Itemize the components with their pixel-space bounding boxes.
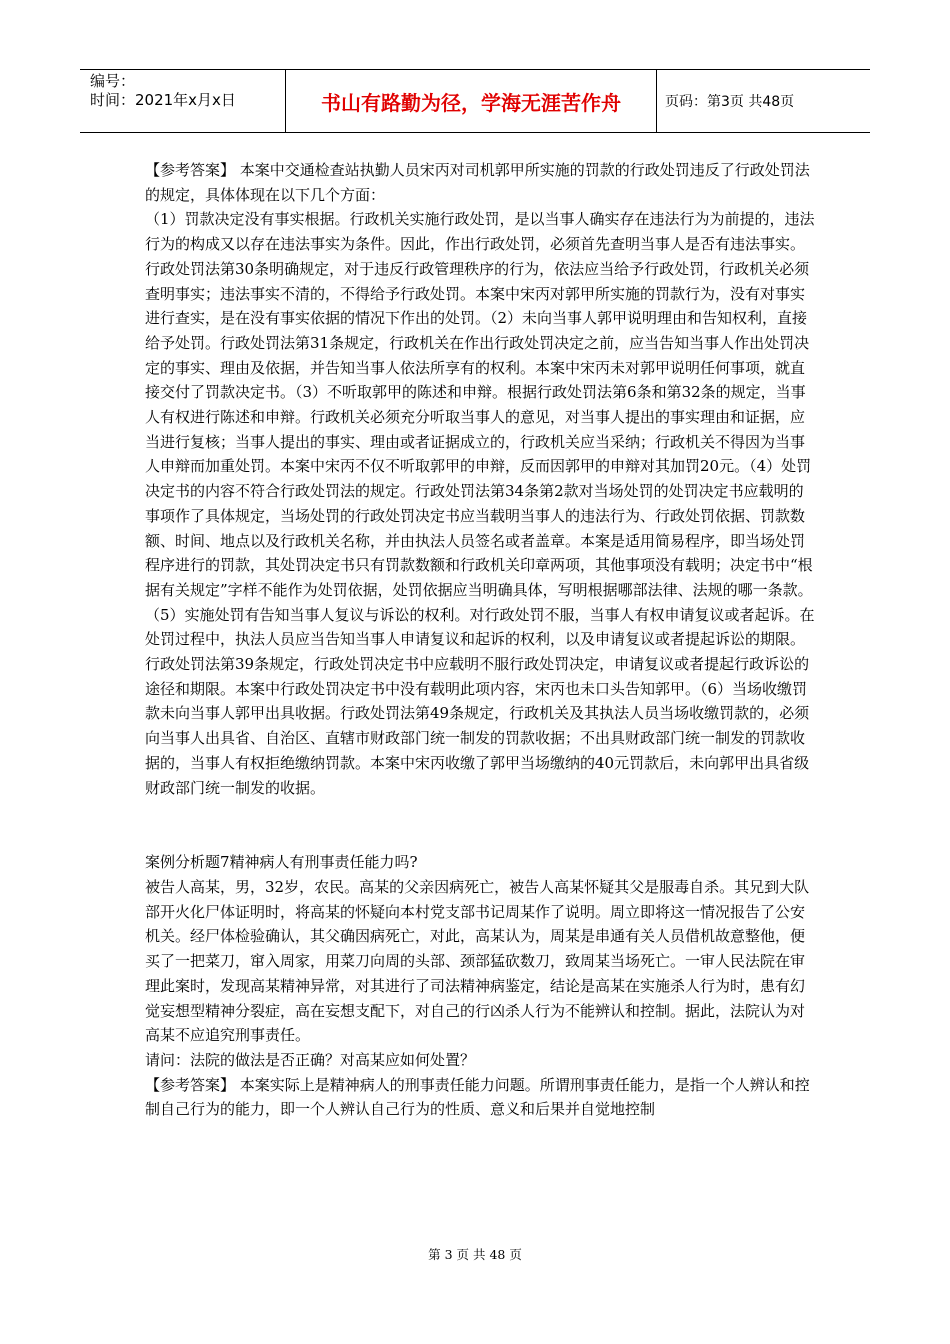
section-gap: [145, 800, 815, 850]
answer-body: （1）罚款决定没有事实根据。行政机关实施行政处罚，是以当事人确实存在违法行为为前提的，违法行为的构成又以存在违法事实为条件。因此，作出行政处罚，必须首先查明当事人是否有违法事实。行政处罚法第30条明确规定，对于违反行政管理秩序的行为，依法应当给予行政处罚，行政机关必须查明事实；违法事实不清的，不得给予行政处罚。本案中宋丙对郭甲所实施的罚款行为，没有对事实进行查实，是在没有事实依据的情况下作出的处罚。（2）未向当事人郭甲说明理由和告知权利，直接给予处罚。行政处罚法第31条规定，行政机关在作出行政处罚决定之前，应当告知当事人作出处罚决定的事实、理由及依据，并告知当事人依法所享有的权利。本案中宋丙未对郭甲说明任何事项，就直接交付了罚款决定书。（3）不听取郭甲的陈述和申辩。根据行政处罚法第6条和第32条的规定，当事人有权进行陈述和申辩。行政机关必须充分听取当事人的意见，对当事人提出的事实理由和证据，应当进行复核；当事人提出的事实、理由或者证据成立的，行政机关应当采纳；行政机关不得因为当事人申辩而加重处罚。本案中宋丙不仅不听取郭甲的申辩，反而因郭甲的申辩对其加罚20元。（4）处罚决定书的内容不符合行政处罚法的规定。行政处罚法第34条第2款对当场处罚的处罚决定书应载明的事项作了具体规定，当场处罚的行政处罚决定书应当载明当事人的违法行为、行政处罚依据、罚款数额、时间、地点以及行政机关名称，并由执法人员签名或者盖章。本案是适用简易程序，即当场处罚程序进行的罚款，其处罚决定书只有罚款数额和行政机关印章两项，其他事项没有载明；决定书中“根据有关规定”字样不能作为处罚依据，处罚依据应当明确具体，写明根据哪部法律、法规的哪一条款。 （5）实施处罚有告知当事人复议与诉讼的权利。对行政处罚不服，当事人有权申请复议或者起诉。在处罚过程中，执法人员应当告知当事人申请复议和起诉的权利，以及申请复议或者提起诉讼的期限。行政处罚法第39条规定，行政处罚决定书中应载明不服行政处罚决定，申请复议或者提起行政诉讼的途径和期限。本案中行政处罚决定书中没有载明此项内容，宋丙也未口头告知郭甲。（6）当场收缴罚款未向当事人郭甲出具收据。行政处罚法第49条规定，行政机关及其执法人员当场收缴罚款的，必须向当事人出具省、自治区、直辖市财政部门统一制发的罚款收据；不出具财政部门统一制发的罚款收据的，当事人有权拒绝缴纳罚款。本案中宋丙收缴了郭甲当场缴纳的40元罚款后，未向郭甲出具省级财政部门统一制发的收据。: [145, 210, 815, 797]
case-answer: 【参考答案】 本案实际上是精神病人的刑事责任能力问题。所谓刑事责任能力，是指一个人辨认和控制自己行为的能力，即一个人辨认自己行为的性质、意义和后果并自觉地控制: [145, 1075, 810, 1119]
page-footer: 第 3 页 共 48 页: [428, 1247, 522, 1262]
header-page-info: 页码：第3页 共48页: [665, 94, 795, 110]
case-question: 请问：法院的做法是否正确？对高某应如何处置？: [145, 1050, 476, 1069]
header-meta: [90, 72, 278, 110]
case-title: 案例分析题7精神病人有刑事责任能力吗?: [145, 853, 418, 872]
document-time-label: 时间：2021年x月x日: [90, 91, 236, 109]
header-motto: 书山有路勤为径，学海无涯苦作舟: [285, 70, 657, 132]
page-header: [80, 69, 870, 133]
document-body: [145, 158, 815, 1122]
case-facts: 被告人高某，男，32岁，农民。高某的父亲因病死亡，被告人高某怀疑其父是服毒自杀。其兄到大队部开火化尸体证明时，将高某的怀疑向本村党支部书记周某作了说明。周立即将这一情况报告了公安机关。经尸体检验确认，其父确因病死亡，对此，高某认为，周某是串通有关人员借机故意整他，便买了一把菜刀，窜入周家，用菜刀向周的头部、颈部猛砍数刀，致周某当场死亡。一审人民法院在审理此案时，发现高某精神异常，对其进行了司法精神病鉴定，结论是高某在实施杀人行为时，患有幻觉妄想型精神分裂症，高在妄想支配下，对自己的行凶杀人行为不能辨认和控制。据此，法院认为对高某不应追究刑事责任。: [145, 877, 810, 1045]
document-number-label: 编号：: [90, 72, 136, 90]
answer-intro: 【参考答案】 本案中交通检查站执勤人员宋丙对司机郭甲所实施的罚款的行政处罚违反了行政处罚法的规定，具体体现在以下几个方面：: [145, 161, 810, 204]
